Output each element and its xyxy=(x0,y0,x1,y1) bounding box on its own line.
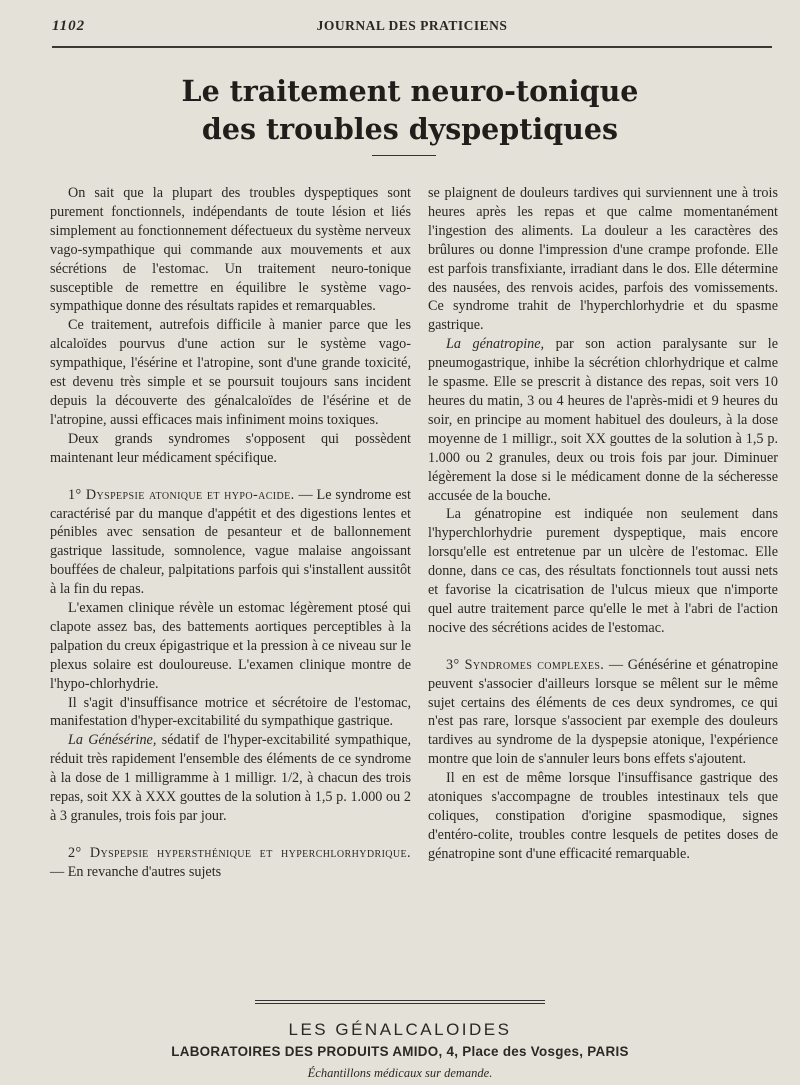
section-text: — Le syndrome est caractérisé par du manque d'appétit et des digestions lentes et pénibles avec sensation de pesanteur et de ballonnement gastrique lassitude, somnolence, vague malaise angoissant bouffées de chaleur, palpitations parfois qui s'installent aussitôt à la fin du repas. xyxy=(50,486,411,598)
samples-note: Échantillons médicaux sur demande. xyxy=(307,1066,493,1080)
paragraph: Deux grands syndromes s'opposent qui possèdent maintenant leur médicament spécifique. xyxy=(50,430,411,466)
page-number: 1102 xyxy=(52,18,86,34)
section-complexes xyxy=(428,656,778,769)
brand-name: LES GÉNALCALOIDES xyxy=(288,1020,512,1039)
paragraph: Il s'agit d'insuffisance motrice et sécrétoire de l'estomac, manifestation d'hyper-excitabilité du sympathique gastrique. xyxy=(50,694,411,730)
drug-name: La Génésérine, xyxy=(68,732,157,749)
section-heading: 2° Dyspepsie hypersthénique et hyperchlorhydrique. xyxy=(68,844,411,861)
paragraph: L'examen clinique révèle un estomac légèrement ptosé qui clapote assez bas, des battements aortiques perceptibles à la palpation du creux épigastrique et la pression à ce niveau sur le plexus solaire est douloureuse. L'examen clinique montre de l'hypo-chlorhydrie. xyxy=(50,600,411,692)
drug-name: La génatropine, xyxy=(446,336,545,353)
running-header xyxy=(52,14,772,40)
section-heading: 3° Syndromes complexes. xyxy=(446,656,605,673)
section-text: — En revanche d'autres sujets xyxy=(50,863,222,880)
header-rule xyxy=(52,46,772,48)
title-line-2: des troubles dyspeptiques xyxy=(201,112,619,146)
paragraph-text: sédatif de l'hyper-excitabilité sympathique, réduit très rapidement l'ensemble des éléments de ce syndrome à la dose de 1 milligramme à 1 milligr. 1/2, à chacun des trois repas, soit XX à XXX gouttes de la solution à 1,5 p. 1.000 ou 2 à 3 granules, trois fois par jour. xyxy=(50,732,411,824)
footer-rule xyxy=(255,1000,545,1001)
laboratory-address: LABORATOIRES DES PRODUITS AMIDO, 4, Place des Vosges, PARIS xyxy=(171,1044,629,1059)
paragraph: On sait que la plupart des troubles dyspeptiques sont purement fonctionnels, indépendants de toute lésion et liés simplement au fonctionnement défectueux du système nerveux vago-sympathique qui commande aux mouvements et aux sécrétions de l'estomac. Un traitement neuro-tonique susceptible de remettre en équilibre le système vago-sympathique donne des résultats rapides et remarquables. xyxy=(50,185,411,315)
section-heading: 1° Dyspepsie atonique et hypo-acide. xyxy=(68,486,295,503)
left-column xyxy=(50,184,411,882)
title-line-1: Le traitement neuro-tonique xyxy=(181,74,639,108)
footer-rule xyxy=(255,1003,545,1004)
journal-title: JOURNAL DES PRATICIENS xyxy=(316,18,508,33)
article-title xyxy=(40,72,780,148)
paragraph: La génatropine est indiquée non seulement dans l'hyperchlorhydrie purement dyspeptique, mais encore lorsqu'elle est entretenue par un ulcère de l'estomac. Elle donne, dans ce cas, des résultats fonctionnels tout aussi nets et favorise la cicatrisation de l'ulcus mieux que n'importe quel autre traitement parce qu'elle le met à l'abri de l'action nocive des sécrétions acides de l'estomac. xyxy=(428,506,778,636)
paragraph: Ce traitement, autrefois difficile à manier parce que les alcaloïdes pourvus d'une action sur le système vago-sympathique, l'ésérine et l'atropine, sont d'une grande toxicité, est devenu très simple et se poursuit toujours sans incident depuis la découverte des génalcaloïdes de l'ésérine et de l'atropine, aussi efficaces mais infiniment moins toxiques. xyxy=(50,317,411,428)
right-column xyxy=(428,184,778,864)
paragraph-genatropine xyxy=(428,335,778,505)
section-hypersthenique xyxy=(50,844,411,882)
section-atonique xyxy=(50,486,411,599)
title-rule xyxy=(372,155,436,156)
paragraph-geneserine xyxy=(50,731,411,826)
section-text: — Génésérine et génatropine peuvent s'associer d'ailleurs lorsque se mêlent sur le même sujet certains des éléments de ces deux syndromes, ce qui n'est pas rare, lorsque s'associent par exemple des douleurs tardives au syndrome de la dyspepsie atonique, l'expérience montre que loin de s'annuler leurs bons effets s'ajoutent. xyxy=(428,656,778,768)
paragraph: se plaignent de douleurs tardives qui surviennent une à trois heures après les repas et que calme momentanément l'ingestion des aliments. La douleur a les caractères des brûlures ou donne l'impression d'une crampe profonde. Elle est parfois transfixiante, irradiant dans le dos. Elle détermine des nausées, des renvois acides, parfois des vomissements. Ce syndrome trahit de l'hyperchlorhydrie et du spasme gastrique. xyxy=(428,185,778,334)
paragraph: Il en est de même lorsque l'insuffisance gastrique des atoniques s'accompagne de troubles intestinaux tels que coliques, constipation d'origine spasmodique, signes d'entéro-colite, troubles contre lesquels de petites doses de génatropine sont d'une efficacité remarquable. xyxy=(428,770,778,862)
paragraph-text: par son action paralysante sur le pneumogastrique, inhibe la sécrétion chlorhydrique et calme le spasme. Elle se prescrit à distance des repas, soit vers 10 heures du matin, 3 ou 4 heures de l'après-midi et 9 heures du soir, en principe au moment habituel des douleurs, à la dose moyenne de 1 milligr., soit XX gouttes de la solution à 1,5 p. 1.000 ou 2 granules, deux ou trois fois par jour. Diminuer légèrement la dose si le médicament donne de la sécheresse accusée de la bouche. xyxy=(428,336,778,504)
